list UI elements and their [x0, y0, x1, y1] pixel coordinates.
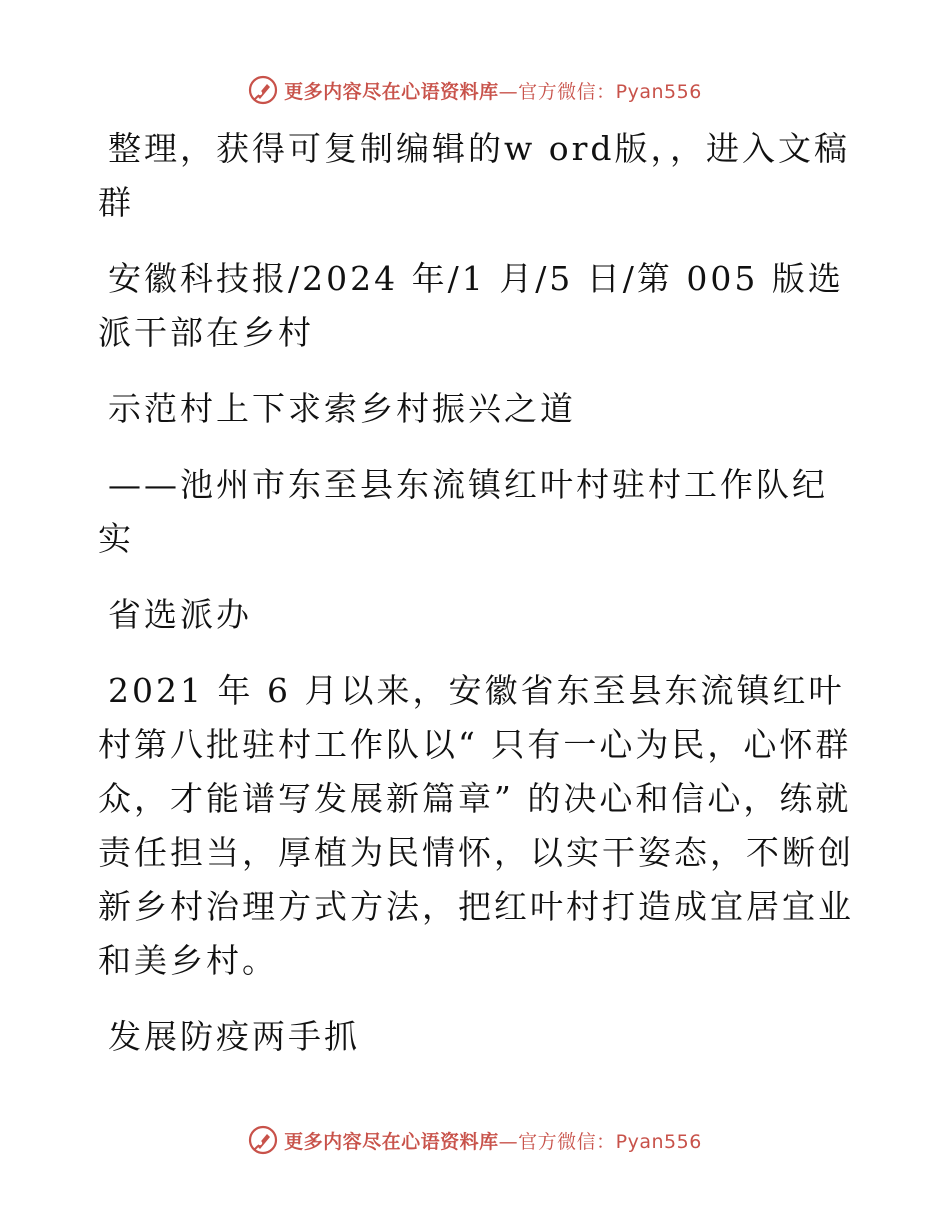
article-subtitle: ——池州市东至县东流镇红叶村驻村工作队纪实	[98, 465, 828, 558]
header-banner-suffix: —官方微信：Pyan556	[498, 80, 702, 103]
pen-nib-logo-icon	[248, 75, 278, 105]
section-heading: 发展防疫两手抓	[108, 1017, 360, 1056]
header-banner-prefix: 更多内容尽在心语资料库	[284, 80, 499, 103]
article-author: 省选派办	[108, 595, 252, 634]
header-banner-text	[284, 77, 702, 104]
document-body	[98, 122, 858, 1086]
footer-banner-suffix: —官方微信：Pyan556	[498, 1130, 702, 1153]
footer-banner-prefix: 更多内容尽在心语资料库	[284, 1130, 499, 1153]
article-title: 示范村上下求索乡村振兴之道	[108, 389, 576, 428]
footer-banner	[0, 1120, 950, 1160]
body-paragraph: 2021 年 6 月以来，安徽省东至县东流镇红叶村第八批驻村工作队以“ 只有一心为民，心怀群众，才能谱写发展新篇章” 的决心和信心，练就责任担当，厚植为民情怀，以实干姿态，不断创新乡村治理方式方法，把红叶村打造成宜居宜业和美乡村。	[98, 671, 854, 980]
pen-nib-logo-icon	[248, 1125, 278, 1155]
footer-banner-text	[284, 1127, 702, 1154]
intro-paragraph: 整理，获得可复制编辑的w ord版，，进入文稿群	[98, 129, 851, 222]
header-banner	[0, 70, 950, 110]
source-line: 安徽科技报/2024 年/1 月/5 日/第 005 版选派干部在乡村	[98, 259, 844, 352]
